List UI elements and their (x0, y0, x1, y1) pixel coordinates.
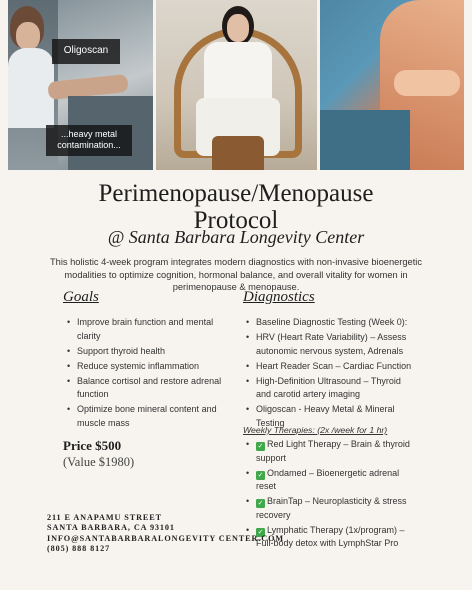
list-item: • Heart Reader Scan – Cardiac Function (244, 360, 414, 374)
goals-list (65, 316, 225, 432)
value: (Value $1980) (63, 455, 135, 469)
list-item: • Oligoscan - Heavy Metal & Mineral Testing (244, 403, 414, 430)
address-city: SANTA BARBARA, CA 93101 (47, 523, 175, 533)
heavy-metal-caption: ...heavy metal contamination... (46, 125, 132, 156)
list-item: • Support thyroid health (65, 345, 225, 359)
list-item: • Improve brain function and mental clarity (65, 316, 225, 343)
photo-strip (8, 0, 464, 170)
contact-email: INFO@SANTABARBARALONGEVITY CENTER.COM (47, 533, 284, 543)
therapy-label: Lymphatic Therapy (1x/program) – Full-body detox with LymphStar Pro (256, 524, 405, 548)
list-item: • Balance cortisol and restore adrenal function (65, 375, 225, 402)
title-line-1: Perimenopause/Menopause (98, 180, 374, 207)
check-icon: ✓ (257, 471, 264, 479)
therapy-label: Red Light Therapy – Brain & thyroid support (256, 439, 410, 463)
subtitle: @ Santa Barbara Longevity Center (107, 227, 365, 247)
weekly-therapies-heading: Weekly Therapies: (2x /week for 1 hr) (243, 425, 388, 435)
diagnostics-list (244, 316, 414, 432)
list-item: • Reduce systemic inflammation (65, 360, 225, 374)
goals-heading: Goals (63, 289, 99, 305)
check-icon: ✓ (257, 443, 264, 450)
diagnostics-heading: Diagnostics (243, 289, 315, 305)
title-line-2: Protocol (193, 207, 279, 234)
model-photo (156, 0, 317, 170)
list-item (244, 438, 414, 465)
oligoscan-photo (8, 0, 153, 170)
therapy-label: Ondamed – Bioenergetic adrenal reset (256, 467, 400, 491)
list-item (244, 467, 414, 494)
oligoscan-label: Oligoscan (52, 39, 120, 64)
address-street: 211 E ANAPAMU STREET (47, 513, 162, 522)
list-item: • Optimize bone mineral content and muscle mass (65, 403, 225, 430)
therapy-photo (320, 0, 464, 170)
price: Price $500 (63, 438, 122, 453)
check-icon: ✓ (257, 500, 264, 507)
list-item: • HRV (Heart Rate Variability) – Assess autonomic nervous system, Adrenals (244, 331, 414, 358)
list-item: • Baseline Diagnostic Testing (Week 0): (244, 316, 414, 330)
intro-text: This holistic 4-week program integrates modern diagnostics with non-invasive bioenergetic modalities to optimize cognition, hormonal balance, and overall vitality for women in perimenopause & menopause. (49, 257, 423, 292)
therapy-label: BrainTap – Neuroplasticity & stress recovery (256, 496, 407, 520)
list-item: • High-Definition Ultrasound – Thyroid and carotid artery imaging (244, 375, 414, 402)
contact-address (47, 513, 284, 554)
check-icon: ✓ (257, 528, 264, 536)
contact-phone: (805) 888 8127 (47, 543, 111, 553)
